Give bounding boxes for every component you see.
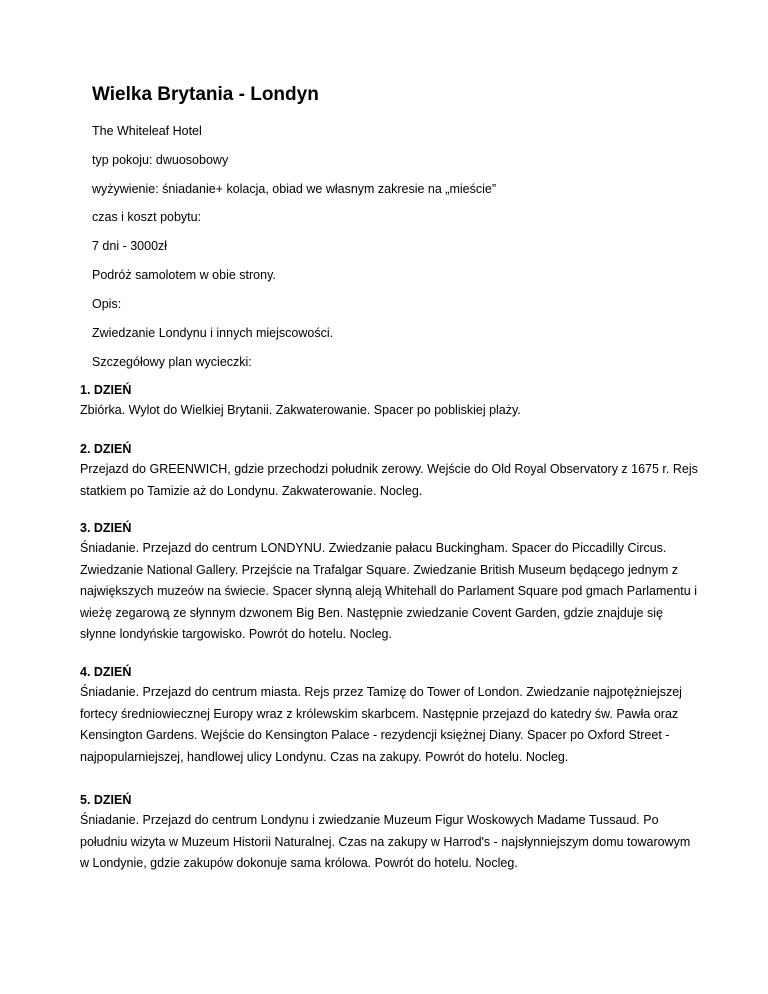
day-title: 5. DZIEŃ: [80, 793, 132, 807]
description-label: Opis:: [92, 297, 122, 311]
day-section-3: [80, 520, 700, 646]
duration-cost-value: 7 dni - 3000zł: [92, 239, 168, 253]
day-title: 1. DZIEŃ: [80, 383, 132, 397]
document-title: Wielka Brytania - Londyn: [92, 84, 319, 105]
duration-cost-label: czas i koszt pobytu:: [92, 210, 202, 224]
day-description: Zbiórka. Wylot do Wielkiej Brytanii. Zakwaterowanie. Spacer po pobliskiej plaży.: [80, 403, 521, 417]
day-description: Śniadanie. Przejazd do centrum LONDYNU. Zwiedzanie pałacu Buckingham. Spacer do Piccadilly Circus. Zwiedzanie National Gallery. Przejście na Trafalgar Square. Zwiedzanie British Museum będącego jednym z największych muzeów na świecie. Spacer słynną aleją Whitehall do Parlament Square pod gmach Parlamentu i wieżę zegarową ze słynnym dzwonem Big Ben. Następnie zwiedzanie Covent Garden, gdzie znajduje się słynne londyńskie targowisko. Powrót do hotelu. Nocleg.: [80, 541, 697, 641]
day-section-2: [80, 441, 700, 502]
meals-info: wyżywienie: śniadanie+ kolacja, obiad we własnym zakresie na „mieście”: [92, 182, 496, 196]
day-description: Przejazd do GREENWICH, gdzie przechodzi południk zerowy. Wejście do Old Royal Observatory z 1675 r. Rejs statkiem po Tamizie aż do Londynu. Zakwaterowanie. Nocleg.: [80, 462, 698, 498]
plan-label: Szczegółowy plan wycieczki:: [92, 355, 252, 369]
day-title: 4. DZIEŃ: [80, 665, 132, 679]
day-description: Śniadanie. Przejazd do centrum Londynu i zwiedzanie Muzeum Figur Woskowych Madame Tussaud. Po południu wizyta w Muzeum Historii Naturalnej. Czas na zakupy w Harrod's - najsłynniejszym domu towarowym w Londynie, gdzie zakupów dokonuje sama królowa. Powrót do hotelu. Nocleg.: [80, 813, 691, 870]
description-text: Zwiedzanie Londynu i innych miejscowości.: [92, 326, 334, 340]
day-section-4: [80, 664, 700, 768]
transport-info: Podróż samolotem w obie strony.: [92, 268, 276, 282]
day-section-5: [80, 792, 700, 875]
day-section-1: [80, 382, 700, 422]
room-type: typ pokoju: dwuosobowy: [92, 153, 229, 167]
day-title: 3. DZIEŃ: [80, 521, 132, 535]
day-title: 2. DZIEŃ: [80, 442, 132, 456]
day-description: Śniadanie. Przejazd do centrum miasta. Rejs przez Tamizę do Tower of London. Zwiedzanie najpotężniejszej fortecy średniowiecznej Europy wraz z królewskim skarbcem. Następnie przejazd do katedry św. Pawła oraz Kensington Gardens. Wejście do Kensington Palace - rezydencji księżnej Diany. Spacer po Oxford Street - najpopularniejszej, handlowej ulicy Londynu. Czas na zakupy. Powrót do hotelu. Nocleg.: [80, 685, 682, 764]
hotel-name: The Whiteleaf Hotel: [92, 124, 202, 138]
